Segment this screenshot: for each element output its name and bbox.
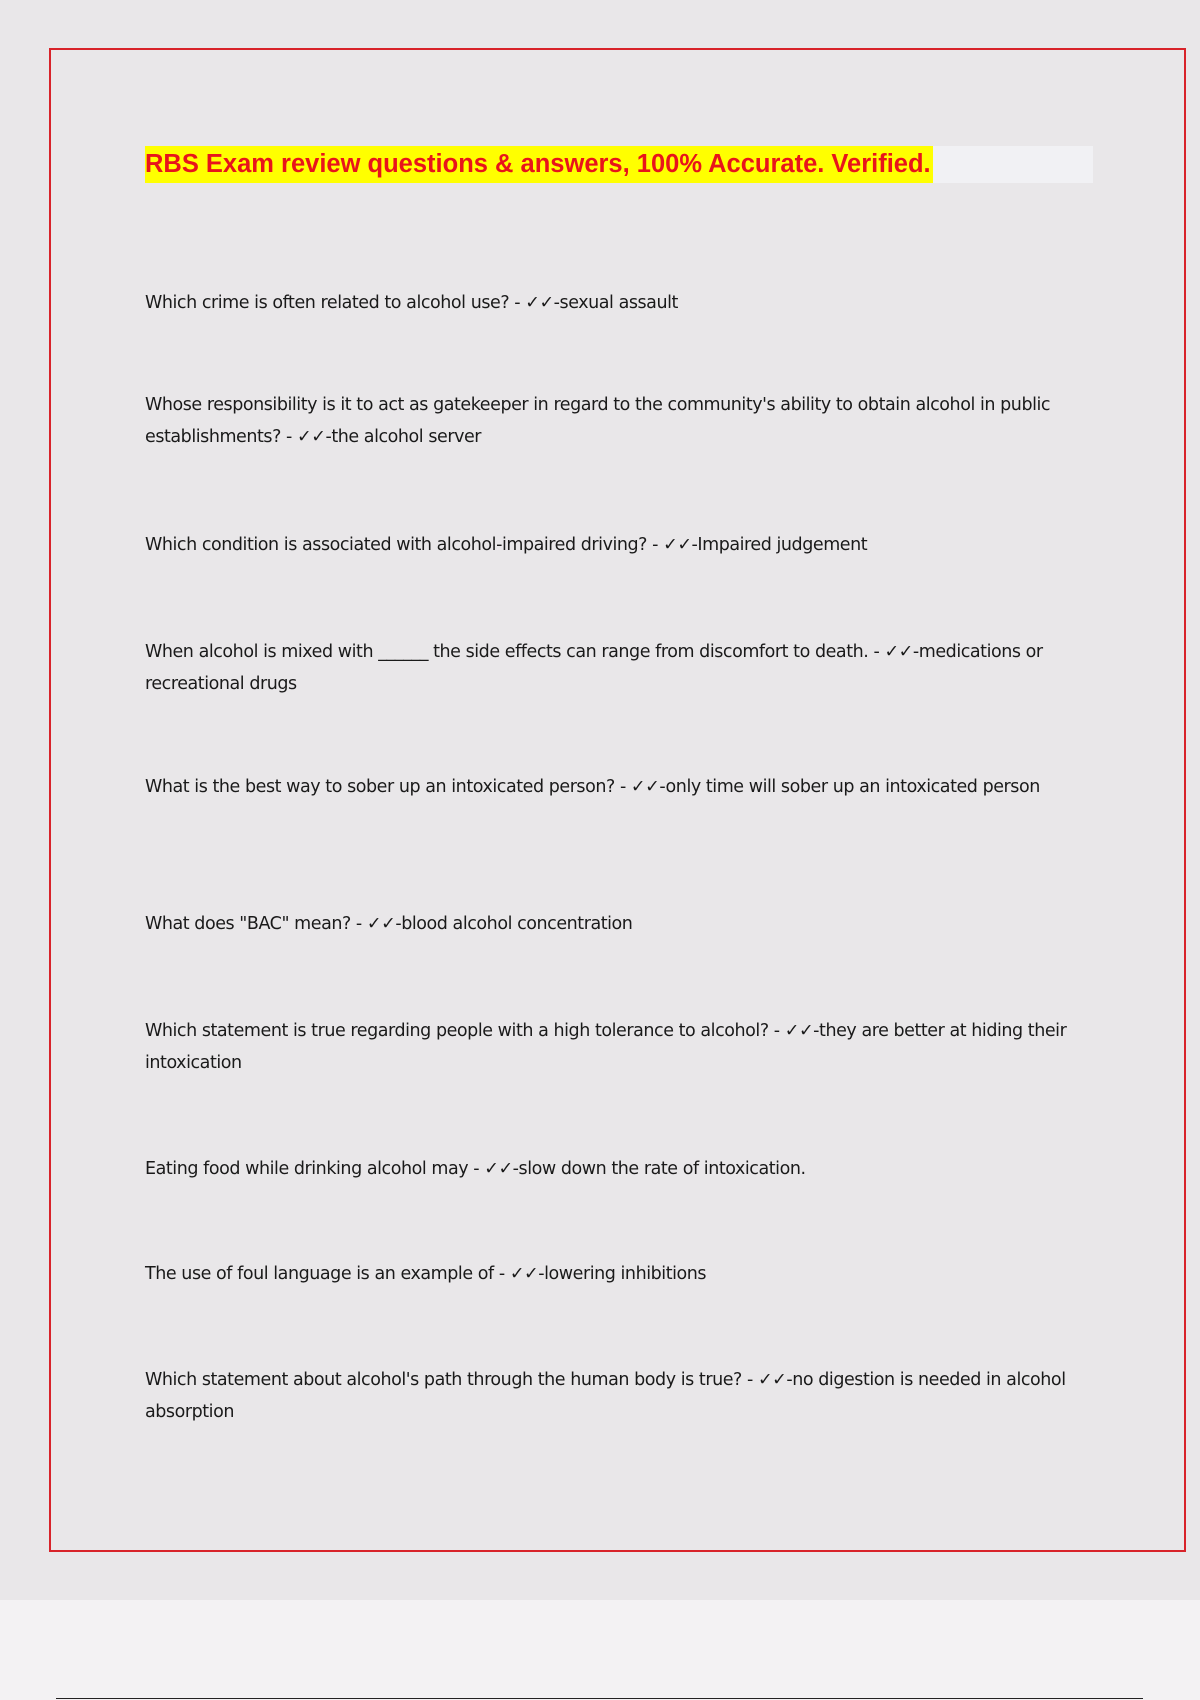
document-title: RBS Exam review questions & answers, 100% Accurate. Verified. [145, 146, 933, 183]
qa-item-7: Which statement is true regarding people with a high tolerance to alcohol? - ✓✓-they are better at hiding their intoxication [145, 1021, 1067, 1073]
qa-item-3: Which condition is associated with alcohol-impaired driving? - ✓✓-Impaired judgement [145, 535, 868, 555]
qa-item-2: Whose responsibility is it to act as gatekeeper in regard to the community's ability to obtain alcohol in public establishments? - ✓✓-the alcohol server [145, 395, 1051, 447]
qa-item-5: What is the best way to sober up an intoxicated person? - ✓✓-only time will sober up an intoxicated person [145, 777, 1040, 797]
qa-item-1: Which crime is often related to alcohol use? - ✓✓-sexual assault [145, 293, 678, 313]
qa-item-6: What does "BAC" mean? - ✓✓-blood alcohol concentration [145, 914, 633, 934]
qa-item-10: Which statement about alcohol's path through the human body is true? - ✓✓-no digestion is needed in alcohol absorption [145, 1370, 1066, 1422]
qa-item-8: Eating food while drinking alcohol may - ✓✓-slow down the rate of intoxication. [145, 1159, 806, 1179]
qa-item-4: When alcohol is mixed with ______ the side effects can range from discomfort to death. - ✓✓-medications or recreational drugs [145, 642, 1043, 694]
page-divider-line [56, 1698, 1143, 1699]
qa-item-9: The use of foul language is an example of - ✓✓-lowering inhibitions [145, 1264, 707, 1284]
